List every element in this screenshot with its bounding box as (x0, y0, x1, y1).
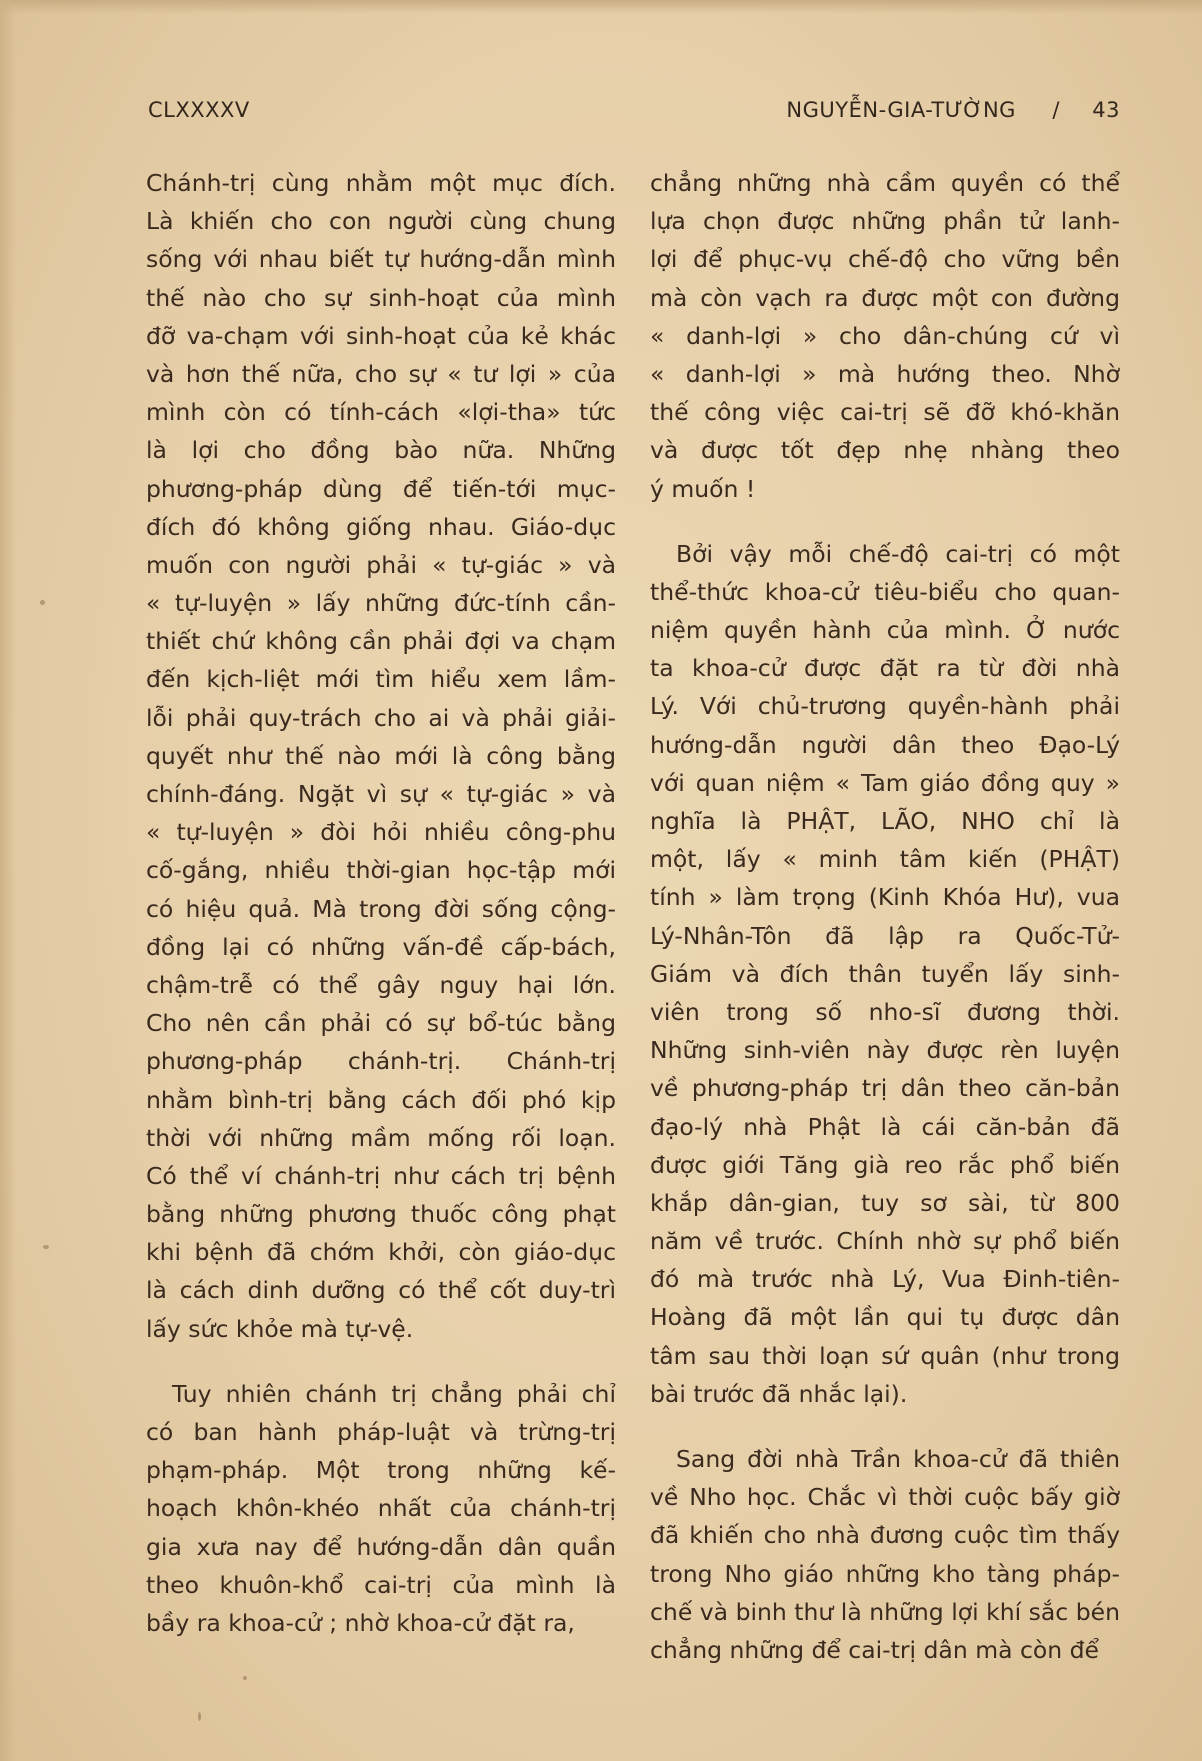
text-line: chẳng những nhà cầm quyền có thể (650, 169, 1120, 197)
text-line: đã khiến cho nhà đương cuộc tìm thấy (650, 1521, 1120, 1550)
roman-numeral: CLXXXXV (148, 98, 250, 122)
text-line: đích đó không giống nhau. Giáo-dục (146, 512, 616, 541)
text-line: Có thể ví chánh-trị như cách trị bệnh (146, 1161, 616, 1190)
text-line: về phương-pháp trị dân theo căn-bản (650, 1074, 1120, 1103)
paper-speck (243, 1676, 247, 1680)
text-line: lựa chọn được những phần tử lanh- (650, 207, 1120, 236)
text-line: « danh-lợi » cho dân-chúng cứ vì (650, 321, 1120, 350)
paragraph (146, 1375, 616, 1642)
text-line: gia xưa nay để hướng-dẫn dân quần (146, 1532, 616, 1561)
text-line: chậm-trễ có thể gây nguy hại lớn. (146, 970, 616, 999)
paper-speck (43, 1245, 49, 1249)
text-line: nhằm bình-trị bằng cách đối phó kịp (146, 1085, 616, 1114)
text-line: Sang đời nhà Trần khoa-cử đã thiên (676, 1445, 1120, 1473)
text-line: thế nào cho sự sinh-hoạt của mình (146, 283, 616, 312)
text-line: lợi để phục-vụ chế-độ cho vững bền (650, 245, 1120, 274)
paragraph (650, 1440, 1120, 1669)
text-line: trong Nho giáo những kho tàng pháp- (650, 1559, 1120, 1588)
text-line: tâm sau thời loạn sứ quân (như trong (650, 1341, 1120, 1370)
text-line: đỡ va-chạm với sinh-hoạt của kẻ khác (146, 321, 616, 350)
page-number: 43 (1092, 98, 1120, 122)
text-line: thể-thức khoa-cử tiêu-biểu cho quan- (650, 577, 1120, 606)
text-line: tính » làm trọng (Kinh Khóa Hư), vua (650, 883, 1120, 912)
text-line: Chánh-trị cùng nhằm một mục đích. (146, 169, 616, 197)
text-line: là cách dinh dưỡng có thể cốt duy-trì (146, 1276, 616, 1305)
text-line: mình còn có tính-cách «lợi-tha» tức (146, 398, 616, 427)
text-line: theo khuôn-khổ cai-trị của mình là (146, 1570, 616, 1599)
paragraph (650, 535, 1120, 1413)
paragraph-gap (146, 1348, 616, 1375)
paper-speck (198, 1712, 201, 1721)
paragraph-gap (650, 1413, 1120, 1440)
text-line: có ban hành pháp-luật và trừng-trị (146, 1418, 616, 1446)
text-line: ta khoa-cử được đặt ra từ đời nhà (650, 654, 1120, 683)
running-head (786, 98, 1120, 122)
header-separator: / (1052, 98, 1060, 122)
text-line: phạm-pháp. Một trong những kế- (146, 1456, 616, 1485)
running-title: NGUYỄN-GIA-TƯỜNG (786, 98, 1016, 122)
text-line: với quan niệm « Tam giáo đồng quy » (650, 768, 1120, 797)
text-line: viên trong số nho-sĩ đương thời. (650, 997, 1120, 1026)
text-line: khi bệnh đã chớm khởi, còn giáo-dục (146, 1238, 616, 1267)
text-line: được giới Tăng già reo rắc phổ biến (650, 1150, 1120, 1179)
text-line: lỗi phải quy-trách cho ai và phải giải- (146, 703, 616, 732)
text-line: chế và binh thư là những lợi khí sắc bén (650, 1597, 1120, 1626)
text-line: « tự-luyện » đòi hỏi nhiều công-phu (146, 818, 616, 847)
paragraph (650, 164, 1120, 508)
text-line: và được tốt đẹp nhẹ nhàng theo (650, 436, 1120, 465)
paragraph-gap (650, 508, 1120, 535)
text-line: ý muốn ! (650, 474, 756, 503)
text-line: mà còn vạch ra được một con đường (650, 283, 1120, 312)
text-line: đạo-lý nhà Phật là cái căn-bản đã (650, 1112, 1120, 1141)
text-line: sống với nhau biết tự hướng-dẫn mình (146, 245, 616, 274)
text-line: bầy ra khoa-cử ; nhờ khoa-cử đặt ra, (146, 1608, 575, 1637)
text-line: Lý. Với chủ-trương quyền-hành phải (650, 692, 1120, 721)
text-line: cố-gắng, nhiều thời-gian học-tập mới (146, 856, 616, 885)
text-line: « danh-lợi » mà hướng theo. Nhờ (650, 359, 1120, 388)
text-line: Cho nên cần phải có sự bổ-túc bằng (146, 1009, 616, 1038)
text-line: phương-pháp chánh-trị. Chánh-trị (146, 1047, 616, 1076)
page-header (148, 98, 1120, 132)
text-line: thời với những mầm mống rối loạn. (146, 1123, 616, 1152)
text-line: đó mà trước nhà Lý, Vua Đinh-tiên- (650, 1265, 1120, 1294)
text-line: lấy sức khỏe mà tự-vệ. (146, 1314, 414, 1343)
text-line: là lợi cho đồng bào nữa. Những (146, 436, 616, 465)
text-line: nghĩa là PHẬT, LÃO, NHO chỉ là (650, 807, 1120, 835)
text-line: bài trước đã nhắc lại). (650, 1379, 908, 1408)
text-line: có hiệu quả. Mà trong đời sống cộng- (146, 894, 616, 923)
text-line: « tự-luyện » lấy những đức-tính cần- (146, 589, 616, 618)
text-line: một, lấy « minh tâm kiến (PHẬT) (650, 845, 1120, 874)
text-line: Những sinh-viên này được rèn luyện (650, 1036, 1120, 1065)
text-line: khắp dân-gian, tuy sơ sài, từ 800 (650, 1188, 1120, 1217)
text-line: phương-pháp dùng để tiến-tới mục- (146, 474, 616, 503)
text-line: niệm quyền hành của mình. Ở nước (650, 616, 1120, 645)
text-line: Giám và đích thân tuyển lấy sinh- (650, 959, 1120, 988)
text-line: hướng-dẫn người dân theo Đạo-Lý (650, 730, 1120, 759)
text-line: năm về trước. Chính nhờ sự phổ biến (650, 1227, 1120, 1256)
text-line: Bởi vậy mỗi chế-độ cai-trị có một (676, 539, 1120, 568)
text-line: hoạch khôn-khéo nhất của chánh-trị (146, 1494, 616, 1523)
text-line: quyết như thế nào mới là công bằng (146, 741, 616, 770)
paragraph (146, 164, 616, 1348)
text-line: Là khiến cho con người cùng chung (146, 207, 616, 236)
text-line: Tuy nhiên chánh trị chẳng phải chỉ (172, 1379, 616, 1408)
paper-speck (40, 600, 45, 605)
left-text-column (146, 164, 616, 1642)
text-line: chẳng những để cai-trị dân mà còn để (650, 1635, 1099, 1664)
text-line: về Nho học. Chắc vì thời cuộc bấy giờ (650, 1483, 1120, 1512)
text-line: chính-đáng. Ngặt vì sự « tự-giác » và (146, 780, 616, 808)
text-line: đến kịch-liệt mới tìm hiểu xem lầm- (146, 665, 616, 694)
text-line: đồng lại có những vấn-đề cấp-bách, (146, 932, 616, 961)
text-line: Lý-Nhân-Tôn đã lập ra Quốc-Tử- (650, 921, 1120, 950)
text-line: thiết chứ không cần phải đợi va chạm (146, 627, 616, 656)
text-line: thế công việc cai-trị sẽ đỡ khó-khăn (650, 398, 1120, 427)
text-line: và hơn thế nữa, cho sự « tư lợi » của (146, 359, 616, 388)
text-line: bằng những phương thuốc công phạt (146, 1200, 616, 1229)
text-line: muốn con người phải « tự-giác » và (146, 550, 616, 579)
right-text-column (650, 164, 1120, 1669)
text-line: Hoàng đã một lần qui tụ được dân (650, 1303, 1120, 1332)
